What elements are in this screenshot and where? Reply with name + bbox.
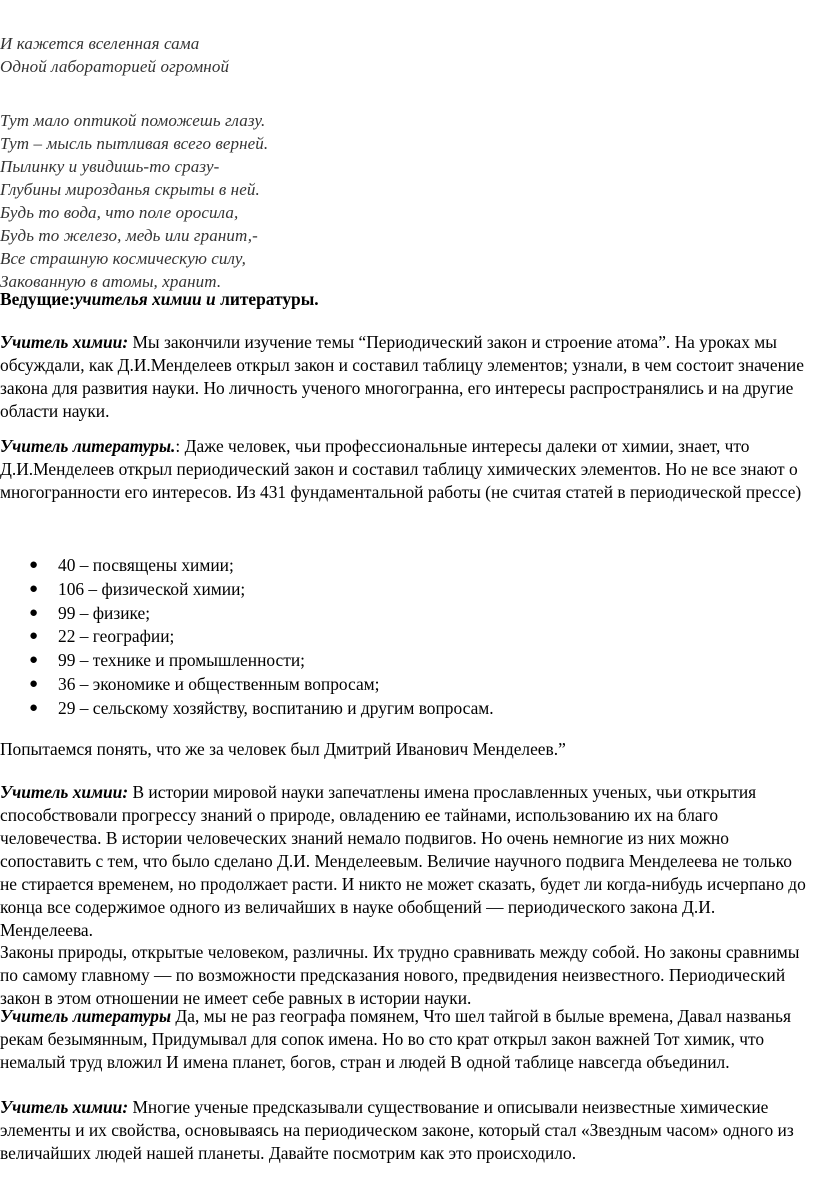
- list-item: [0, 602, 800, 626]
- bullet-icon: ●: [29, 628, 39, 645]
- works-list: [0, 554, 800, 721]
- list-item-text: 40 – посвящены химии;: [58, 555, 234, 575]
- paragraph-text: Мы закончили изучение темы “Периодический закон и строение атома”. На уроках мы обсуждали, как Д.И.Менделеев открыл закон и составил таблицу элементов; узнали, в чем состоит значение закона для развития науки. Но личность ученого многогранна, его интересы распространялись и на другие области науки.: [0, 332, 804, 421]
- poem-stanza: [0, 109, 816, 293]
- paragraph-question: Попытаемся понять, что же за человек был Дмитрий Иванович Менделеев.”: [0, 739, 566, 759]
- poem-line: Закованную в атомы, хранит.: [0, 272, 222, 291]
- list-item-text: 36 – экономике и общественным вопросам;: [58, 673, 380, 694]
- paragraph-text: : Даже человек, чьи профессиональные интересы далеки от химии, знает, что Д.И.Менделеев открыл периодический закон и составил таблицу химических элементов. Но не все знают о многогранности его интересов. Из 431 фундаментальной работы (не считая статей в периодической прессе): [0, 436, 802, 502]
- speaker-label: Учитель химии:: [0, 1097, 129, 1117]
- list-item-text: 99 – технике и промышленности;: [58, 650, 305, 671]
- paragraph-chem-teacher-1: [0, 331, 812, 423]
- poem-line: Пылинку и увидишь-то сразу-: [0, 157, 220, 176]
- list-item-text: 99 – физике;: [58, 602, 151, 623]
- bullet-icon: ●: [29, 675, 39, 692]
- paragraph-chem-teacher-3: [0, 1096, 812, 1165]
- list-item: [0, 649, 800, 673]
- speaker-label: Учитель литературы.: [0, 436, 176, 456]
- hosts-tail: литературы.: [215, 289, 319, 309]
- bullet-icon: ●: [29, 699, 39, 716]
- speaker-label: Учитель химии:: [0, 332, 129, 352]
- list-item: [0, 625, 800, 649]
- paragraph-text: Да, мы не раз географа помянем, Что шел тайгой в былые времена, Давал названья рекам безымянным, Придумывал для сопок имена. Но во сто крат открыл закон важней Тот химик, что немалый труд вложил И имена планет, богов, стран и людей В одной таблице навсегда объединил.: [0, 1006, 791, 1072]
- paragraph-text: В истории мировой науки запечатлены имена прославленных ученых, чьи открытия способствовали прогрессу знаний о природе, овладению ее тайнами, использованию их на благо человечества. В истории человеческих знаний немало подвигов. Но очень немногие из них можно сопоставить с тем, что было сделано Д.И. Менделеевым. Величие научного подвига Менделеева не только не стирается временем, но продолжает расти. И никто не может сказать, будет ли когда-нибудь исчерпано до конца все содержимое одного из величайших в науке обобщений — периодического закона Д.И. Менделеева.: [0, 782, 806, 940]
- list-item: [0, 554, 800, 578]
- poem-line: Тут мало оптикой поможешь глазу.: [0, 111, 266, 130]
- paragraph-chem-teacher-2: [0, 781, 812, 942]
- paragraph-lit-teacher-1: [0, 435, 812, 504]
- poem-line: Глубины мирозданья скрыты в ней.: [0, 180, 260, 199]
- poem-line: Все страшную космическую силу,: [0, 249, 246, 268]
- list-item-text: 29 – сельскому хозяйству, воспитанию и другим вопросам.: [58, 697, 494, 718]
- poem-line: Одной лабораторией огромной: [0, 57, 230, 76]
- paragraph-laws: Законы природы, открытые человеком, различны. Их трудно сравнивать между собой. Но законы сравнимы по самому главному — по возможности предсказания нового, предвидения неизвестного. Периодический закон в этом отношении не имеет себе равных в истории науки.: [0, 942, 800, 1008]
- bullet-icon: ●: [29, 652, 39, 669]
- bullet-icon: ●: [29, 557, 39, 573]
- list-item: [0, 673, 800, 697]
- hosts-line: [0, 288, 812, 311]
- hosts-role: учителья химии и: [74, 289, 216, 309]
- poem-line: Тут – мысль пытливая всего верней.: [0, 134, 269, 153]
- list-item-text: 106 – физической химии;: [58, 578, 246, 599]
- paragraph-text: Многие ученые предсказывали существование и описывали неизвестные химические элементы и их свойства, основываясь на периодическом законе, который стал «Звездным часом» одного из величайших людей нашей планеты. Давайте посмотрим как это происходило.: [0, 1097, 794, 1163]
- bullet-icon: ●: [29, 604, 39, 621]
- list-item: [0, 578, 800, 602]
- poem-line: Будь то железо, медь или гранит,-: [0, 226, 258, 245]
- poem-line: Будь то вода, что поле оросила,: [0, 203, 239, 222]
- list-item-text: 22 – географии;: [58, 626, 175, 647]
- bullet-icon: ●: [29, 580, 39, 597]
- poem-line: И кажется вселенная сама: [0, 34, 200, 53]
- paragraph-lit-teacher-2: [0, 1005, 812, 1074]
- list-item: [0, 697, 800, 721]
- poem-epigraph: [0, 32, 816, 78]
- speaker-label: Учитель химии:: [0, 782, 129, 802]
- hosts-label: Ведущие:: [0, 289, 75, 309]
- speaker-label: Учитель литературы: [0, 1006, 172, 1026]
